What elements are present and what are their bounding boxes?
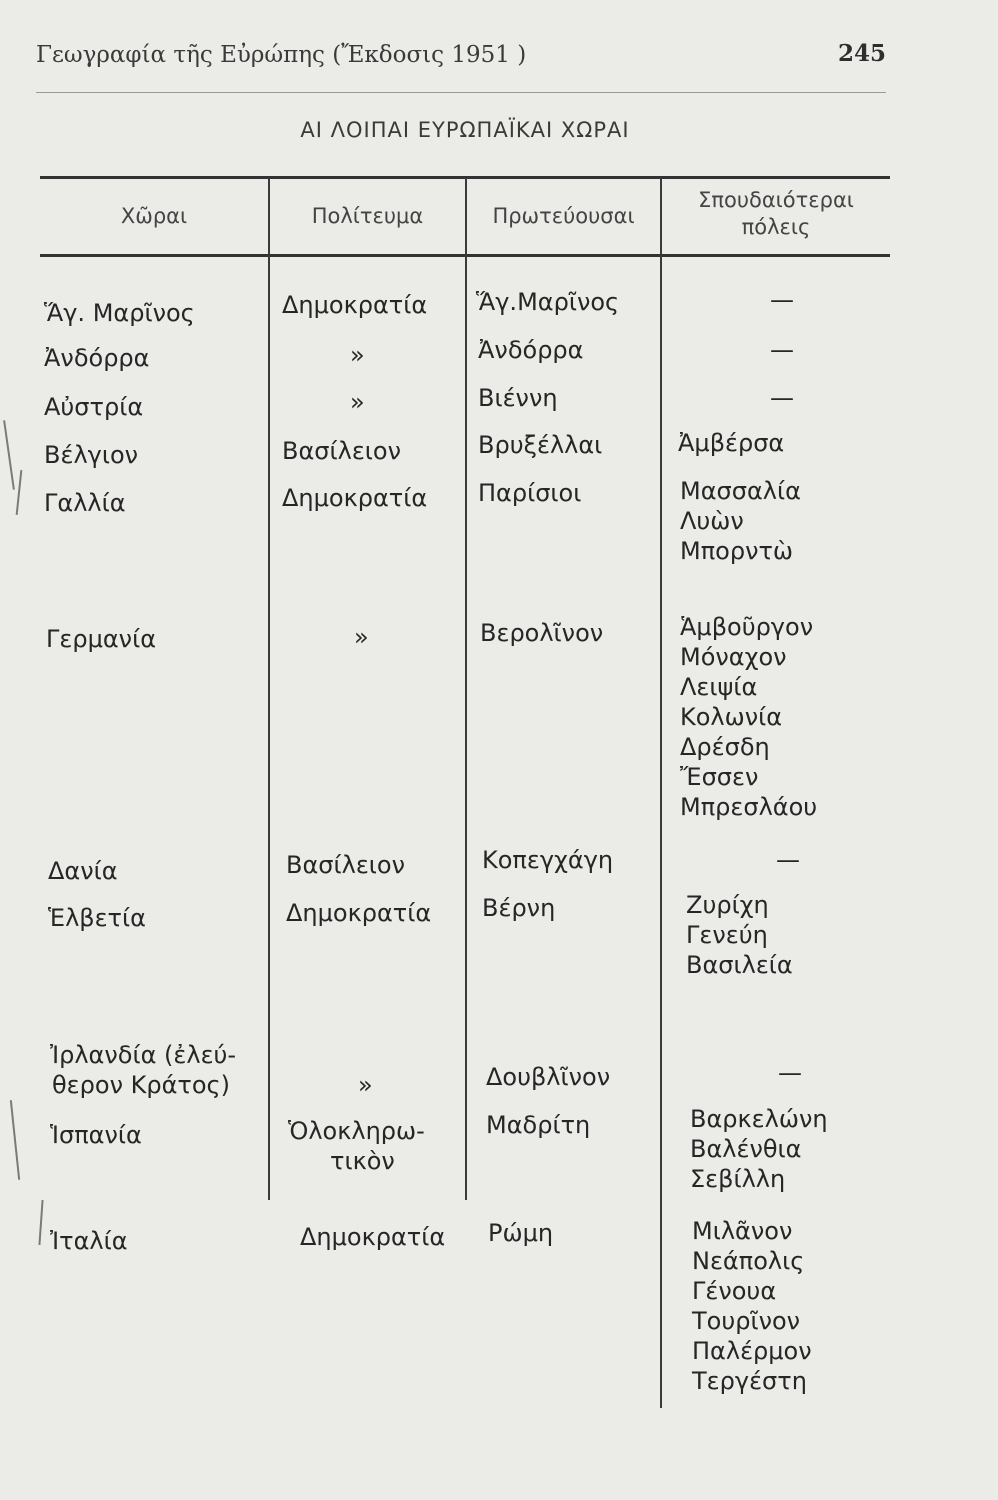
cities-cell: — xyxy=(770,286,794,314)
country-cell: Ἱσπανία xyxy=(50,1121,142,1149)
country-cell: Γερμανία xyxy=(46,625,157,653)
cities-cell xyxy=(690,1104,828,1194)
city-item: Λειψία xyxy=(680,673,758,701)
city-item: Μπρεσλάου xyxy=(680,793,818,821)
country-cell: Ἑλβετία xyxy=(48,904,146,932)
cities-cell xyxy=(680,612,817,822)
country-line: Ἰρλανδία (ἐλεύ- xyxy=(50,1041,237,1069)
pencil-mark xyxy=(10,1100,20,1180)
country-cell: Ἅγ. Μαρῖνος xyxy=(44,299,195,327)
header-cities-line2: πόλεις xyxy=(741,215,811,239)
page-number: 245 xyxy=(837,40,886,67)
header-countries: Χῶραι xyxy=(120,204,188,228)
government-cell: » xyxy=(358,1071,373,1099)
government-cell: Βασίλειον xyxy=(282,437,402,465)
header-capitals: Πρωτεύουσαι xyxy=(492,204,635,228)
city-item: Λυὼν xyxy=(680,507,744,535)
capital-cell: Βερολῖνον xyxy=(480,619,604,647)
column-divider-2 xyxy=(465,178,467,1200)
capital-cell: Μαδρίτη xyxy=(486,1111,591,1139)
pencil-mark xyxy=(38,1200,43,1245)
cities-cell: — xyxy=(776,846,800,874)
government-line: τικὸν xyxy=(330,1147,395,1175)
cities-cell xyxy=(678,428,784,458)
government-line: Ὁλοκληρω- xyxy=(288,1117,425,1145)
pencil-mark xyxy=(3,420,15,490)
country-cell: Ἀνδόρρα xyxy=(44,344,150,372)
government-cell: Δημοκρατία xyxy=(282,291,428,319)
country-cell: Γαλλία xyxy=(44,489,126,517)
capital-cell: Βιέννη xyxy=(478,384,558,412)
country-cell: Δανία xyxy=(48,857,118,885)
table-title: ΑΙ ΛΟΙΠΑΙ ΕΥΡΩΠΑΪΚΑΙ ΧΩΡΑΙ xyxy=(300,118,630,142)
city-item: Ἔσσεν xyxy=(680,763,759,791)
header-cities-line1: Σπουδαιότεραι xyxy=(698,188,854,212)
column-divider-3 xyxy=(660,178,662,1408)
capital-cell: Βρυξέλλαι xyxy=(478,431,603,459)
country-cell xyxy=(50,1040,236,1100)
city-item: Τεργέστη xyxy=(692,1367,807,1395)
government-cell: Δημοκρατία xyxy=(286,899,432,927)
header-rule xyxy=(36,92,886,93)
country-line: θερον Κράτος) xyxy=(52,1071,230,1099)
city-item: Ζυρίχη xyxy=(686,891,769,919)
country-cell: Ἰταλία xyxy=(50,1227,128,1255)
cities-cell xyxy=(692,1216,812,1396)
capital-cell: Ἀνδόρρα xyxy=(478,336,584,364)
capital-cell: Βέρνη xyxy=(482,894,556,922)
capital-cell: Παρίσιοι xyxy=(478,479,582,507)
header-government: Πολίτευμα xyxy=(311,204,424,228)
cities-cell: — xyxy=(778,1059,802,1087)
city-item: Τουρῖνον xyxy=(692,1307,801,1335)
capital-cell: Κοπεγχάγη xyxy=(482,846,614,874)
city-item: Γένουα xyxy=(692,1277,777,1305)
capital-cell: Ρώμη xyxy=(488,1219,554,1247)
city-item: Βαλένθια xyxy=(690,1135,802,1163)
column-divider-1 xyxy=(268,178,270,1200)
capital-cell: Δουβλῖνον xyxy=(486,1063,611,1091)
cities-cell xyxy=(680,476,801,566)
government-cell xyxy=(288,1116,425,1176)
city-item: Μόναχον xyxy=(680,643,787,671)
city-item: Νεάπολις xyxy=(692,1247,805,1275)
city-item: Ἀμβέρσα xyxy=(678,429,785,457)
country-cell: Βέλγιον xyxy=(44,441,139,469)
country-cell: Αὐστρία xyxy=(44,393,144,421)
header-cities xyxy=(662,187,890,241)
city-item: Παλέρμον xyxy=(692,1337,812,1365)
cities-cell: — xyxy=(770,336,794,364)
city-item: Σεβίλλη xyxy=(690,1165,786,1193)
pencil-mark xyxy=(16,470,23,515)
government-cell: Δημοκρατία xyxy=(282,484,428,512)
city-item: Κολωνία xyxy=(680,703,783,731)
government-cell: Δημοκρατία xyxy=(300,1223,446,1251)
page-header xyxy=(36,42,886,82)
city-item: Μιλᾶνον xyxy=(692,1217,793,1245)
city-item: Βασιλεία xyxy=(686,951,793,979)
government-cell: Βασίλειον xyxy=(286,851,406,879)
city-item: Δρέσδη xyxy=(680,733,770,761)
city-item: Γενεύη xyxy=(686,921,768,949)
cities-cell xyxy=(686,890,793,980)
government-cell: » xyxy=(350,341,365,369)
city-item: Βαρκελώνη xyxy=(690,1105,828,1133)
city-item: Μασσαλία xyxy=(680,477,801,505)
government-cell: » xyxy=(350,388,365,416)
running-head: Γεωγραφία τῆς Εὐρώπης (Ἔκδοσις 1951 ) xyxy=(36,42,527,68)
capital-cell: Ἅγ.Μαρῖνος xyxy=(476,288,620,316)
city-item: Ἁμβοῦργον xyxy=(680,613,814,641)
city-item: Μπορντὼ xyxy=(680,537,794,565)
government-cell: » xyxy=(354,623,369,651)
cities-cell: — xyxy=(770,384,794,412)
